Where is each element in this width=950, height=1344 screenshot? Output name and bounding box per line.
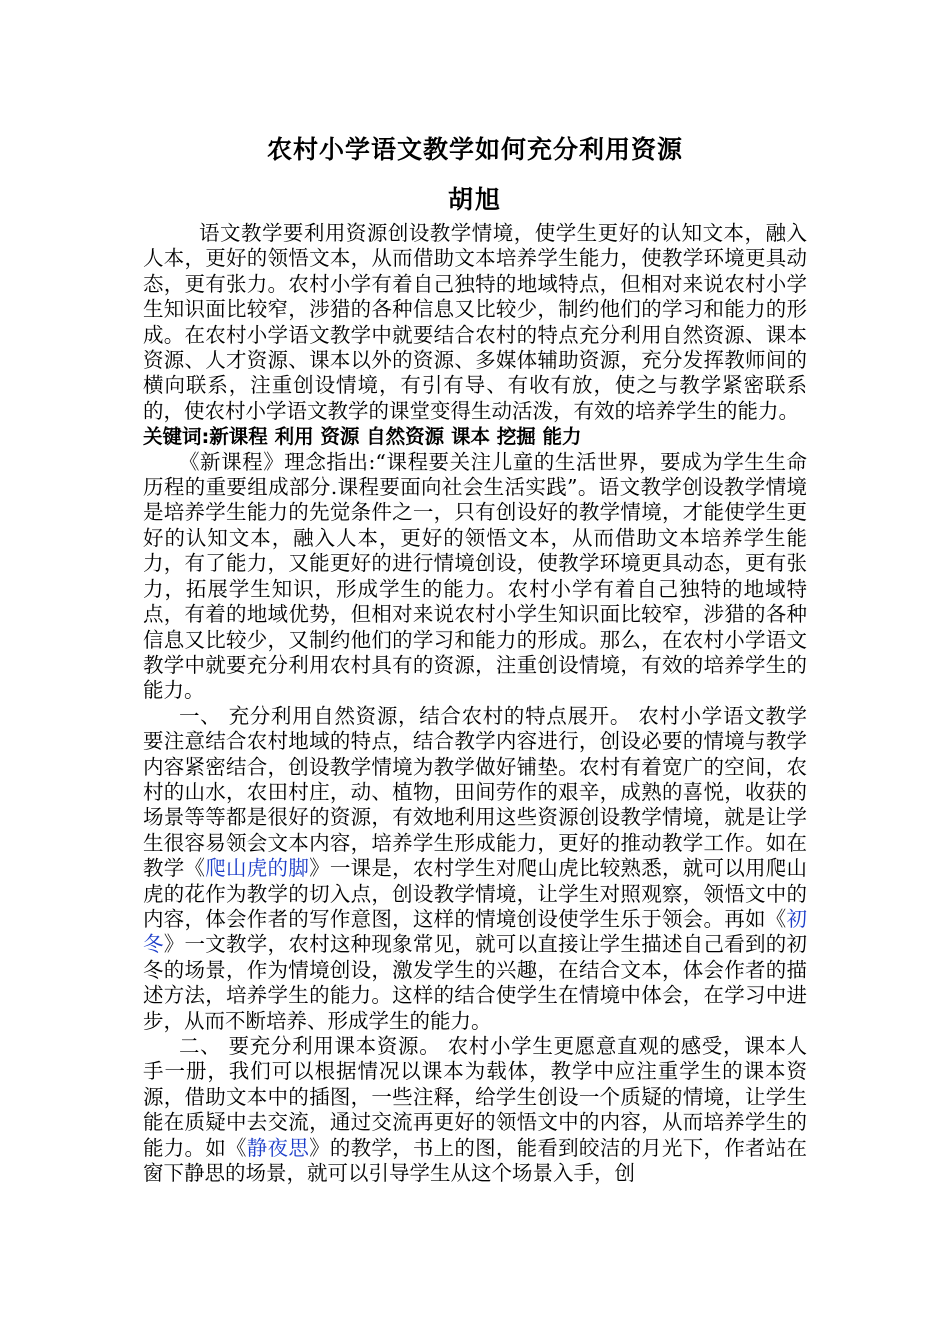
abstract-paragraph: 语文教学要利用资源创设教学情境，使学生更好的认知文本，融入人本，更好的领悟文本，从而借助文本培养学生能力，使教学环境更具动态，更有张力。农村小学有着自己独特的地域特点，但相对来说农村小学生知识面比较窄，涉猎的各种信息又比较少，制约他们的学习和能力的形成。在农村小学语文教学中就要结合农村的特点充分利用自然资源、课本资源、人才资源、课本以外的资源、多媒体辅助资源，充分发挥教师间的横向联系，注重创设情境，有引有导、有收有放，使之与教学紧密联系的，使农村小学语文教学的课堂变得生动活泼，有效的培养学生的能力。 bbox=[143, 221, 807, 423]
section-one-text-b: 》一课是，农村学生对爬山虎比较熟悉，就可以用爬山虎的花作为教学的切入点，创设教学情境，让学生对照观察，领悟文中的内容，体会作者的写作意图，这样的情境创设使学生乐于领会。再如《 bbox=[143, 856, 808, 931]
section-one-text-a: 一、 充分利用自然资源，结合农村的特点展开。 农村小学语文教学要注意结合农村地域的特点，结合教学内容进行，创设必要的情境与教学内容紧密结合，创设教学情境为教学做好铺垫。农村有着宽广的空间，农村的山水，农田村庄，动、植物，田间劳作的艰辛，成熟的喜悦，收获的场景等等都是很好的资源，有效地利用这些资源创设教学情境，就是让学生很容易领会文本内容，培养学生形成能力，更好的推动教学工作。如在教学《 bbox=[143, 703, 807, 881]
keywords-line: 关键词:新课程 利用 资源 自然资源 课本 挖掘 能力 bbox=[143, 425, 582, 449]
section-one-paragraph bbox=[143, 704, 807, 1034]
document-title: 农村小学语文教学如何充分利用资源 bbox=[266, 135, 683, 164]
lesson-link-jingyesi[interactable]: 静夜思 bbox=[246, 1135, 310, 1160]
section-two-text-b: 》的教学，书上的图，能看到皎洁的月光下，作者站在窗下静思的场景，就可以引导学生从这个场景入手，创 bbox=[143, 1135, 808, 1186]
section-two-text-a: 二、 要充分利用课本资源。 农村小学生更愿意直观的感受，课本人手一册，我们可以根据情况以课本为载体，教学中应注重学生的课本资源，借助文本中的插图，一些注释，给学生创设一个质疑的情境，让学生能在质疑中去交流，通过交流再更好的领悟文中的内容，从而培养学生的能力。如《 bbox=[143, 1034, 807, 1160]
document-author: 胡旭 bbox=[447, 185, 502, 214]
document-body bbox=[143, 221, 807, 1186]
section-two-paragraph bbox=[143, 1034, 807, 1186]
lesson-link-pashanhu[interactable]: 爬山虎的脚 bbox=[205, 856, 310, 881]
intro-paragraph: 《新课程》理念指出:“课程要关注儿童的生活世界，要成为学生生命历程的重要组成部分.课程要面向社会生活实践”。语文教学创设教学情境是培养学生能力的先觉条件之一，只有创设好的教学情境，才能使学生更好的认知文本，融入人本，更好的领悟文本，从而借助文本培养学生能力，有了能力，又能更好的进行情境创设，使教学环境更具动态，更有张力，拓展学生知识，形成学生的能力。农村小学有着自己独特的地域特点，有着的地域优势，但相对来说农村小学生知识面比较窄，涉猎的各种信息又比较少，又制约他们的学习和能力的形成。那么，在农村小学语文教学中就要充分利用农村具有的资源，注重创设情境，有效的培养学生的能力。 bbox=[143, 449, 807, 703]
section-one-text-c: 》一文教学，农村这种现象常见，就可以直接让学生描述自己看到的初冬的场景，作为情境创设，激发学生的兴趣，在结合文本，体会作者的描述方法，培养学生的能力。这样的结合使学生在情境中体会，在学习中进步，从而不断培养、形成学生的能力。 bbox=[143, 932, 808, 1033]
lesson-link-chudong[interactable]: 初冬 bbox=[143, 906, 807, 957]
